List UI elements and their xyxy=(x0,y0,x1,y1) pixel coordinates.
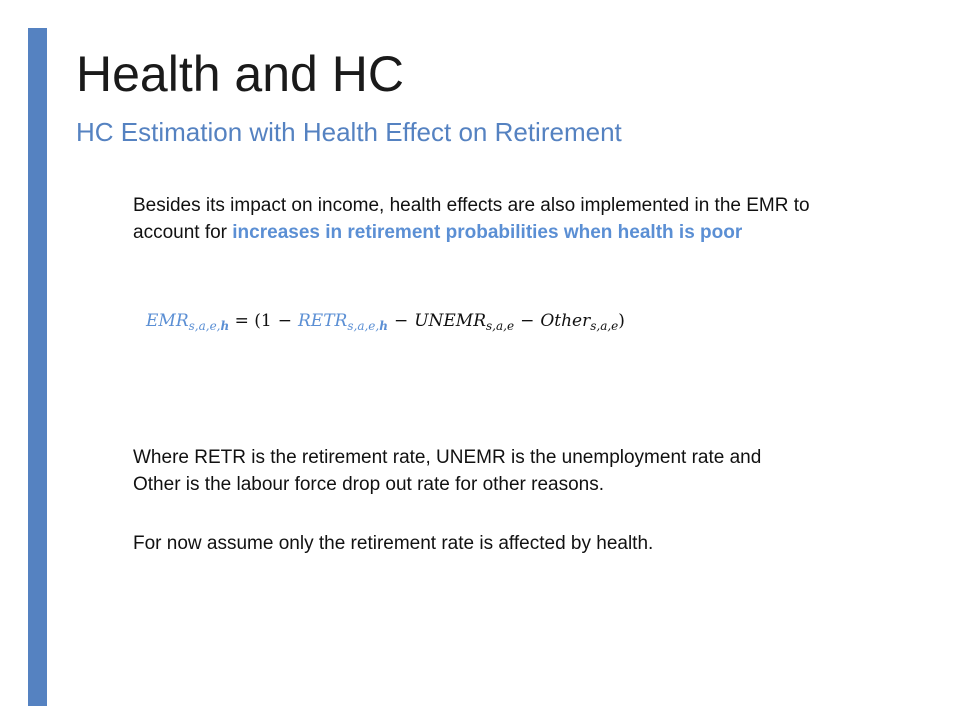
definition-paragraph xyxy=(133,444,761,498)
eq-retr-var: RETR xyxy=(297,311,348,331)
eq-other-subscript: s,a,e xyxy=(590,319,619,333)
emr-equation xyxy=(146,306,625,336)
eq-emr-var: EMR xyxy=(146,311,189,331)
eq-retr-subscript xyxy=(347,319,388,333)
eq-close: ) xyxy=(618,311,625,331)
eq-minus-2: − xyxy=(393,311,409,331)
eq-minus-3: − xyxy=(520,311,535,331)
slide-title: Health and HC xyxy=(76,46,404,102)
eq-minus-1: − xyxy=(277,311,292,331)
eq-unemr-subscript: s,a,e xyxy=(486,319,515,333)
definition-line-1: Where RETR is the retirement rate, UNEMR is the unemployment rate and xyxy=(133,447,762,468)
eq-retr-sub-bold: h xyxy=(379,319,388,333)
intro-highlight: increases in retirement probabilities when health is poor xyxy=(232,222,743,243)
intro-line-2-prefix: account for xyxy=(133,222,233,243)
eq-retr-sub-main: s,a,e, xyxy=(347,319,380,333)
intro-paragraph xyxy=(133,192,810,246)
eq-other-var: Other xyxy=(540,311,591,331)
intro-line-1: Besides its impact on income, health effects are also implemented in the EMR to xyxy=(133,195,810,216)
assumption-paragraph: For now assume only the retirement rate is affected by health. xyxy=(133,533,654,554)
eq-unemr-var: UNEMR xyxy=(414,311,487,331)
definition-line-2: Other is the labour force drop out rate for other reasons. xyxy=(133,474,605,495)
eq-emr-sub-bold: h xyxy=(220,319,230,333)
eq-emr-sub-main: s,a,e, xyxy=(188,319,221,333)
intro-line-2 xyxy=(133,219,810,246)
slide-subtitle: HC Estimation with Health Effect on Retirement xyxy=(76,117,622,147)
eq-emr-subscript xyxy=(189,319,230,333)
accent-bar xyxy=(28,28,47,706)
eq-equals-open: = (1 xyxy=(234,311,272,331)
